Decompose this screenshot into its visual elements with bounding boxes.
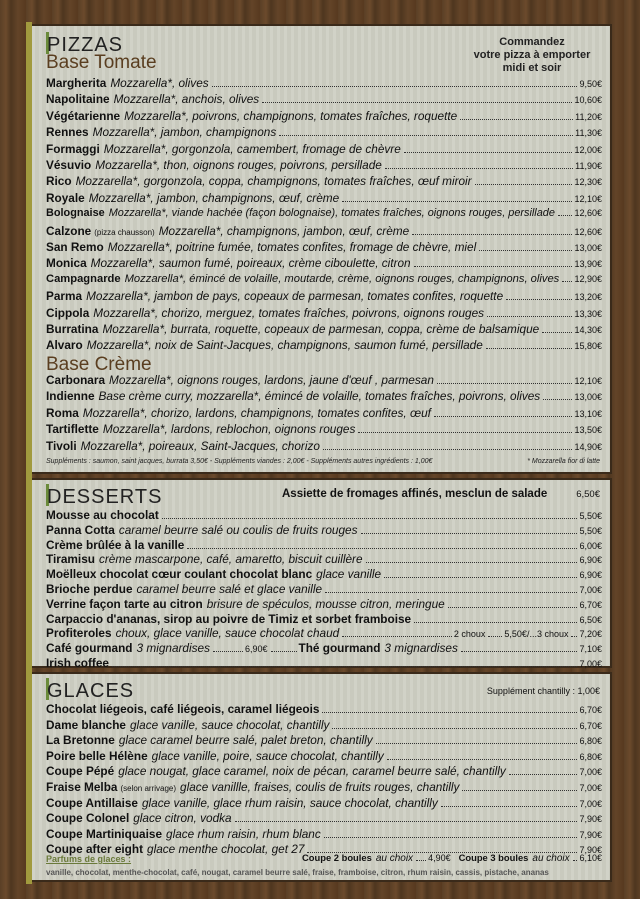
list-item bbox=[46, 811, 602, 827]
list-item bbox=[46, 702, 602, 718]
item-price: 13,30€ bbox=[574, 308, 602, 319]
item-description: glace caramel beurre salé, palet breton, chantilly bbox=[118, 733, 373, 748]
item-name: Formaggi bbox=[46, 141, 100, 156]
list-item bbox=[46, 322, 602, 338]
dot-leader bbox=[385, 168, 573, 169]
scoops-prices: Coupe 2 boules au choix 4,90€ Coupe 3 boules au choix 6,10€ bbox=[302, 852, 602, 864]
pizzas-title: PIZZAS bbox=[47, 34, 124, 56]
list-item bbox=[46, 718, 602, 734]
list-item bbox=[46, 780, 602, 796]
item-price: 14,30€ bbox=[574, 325, 602, 335]
item-name: Crème brûlée à la vanille bbox=[46, 537, 185, 552]
panel-accent-bar bbox=[26, 22, 32, 476]
item-price: 7,90€ bbox=[579, 814, 602, 825]
item-description: Mozzarella*, champignons, jambon, œuf, crème bbox=[158, 223, 410, 238]
desserts-title: DESSERTS bbox=[47, 486, 163, 508]
item-description: glace vanille, sauce chocolat, chantilly bbox=[130, 717, 330, 732]
item-description: Mozzarella*, poireaux, Saint-Jacques, chorizo bbox=[80, 438, 320, 453]
list-item bbox=[46, 109, 602, 125]
list-item bbox=[46, 142, 602, 158]
item-description: glace vanillle, fraises, coulis de fruits rouges, chantilly bbox=[180, 780, 460, 794]
pizzas-panel bbox=[30, 24, 612, 474]
item-price: 6,80€ bbox=[579, 736, 602, 747]
list-item bbox=[46, 306, 602, 322]
dot-leader bbox=[376, 743, 578, 744]
item-price: 6,80€ bbox=[579, 751, 602, 762]
item-description: Mozzarella*, gorgonzola, camembert, fromage de chèvre bbox=[103, 141, 401, 156]
dot-leader bbox=[342, 201, 572, 202]
dot-leader bbox=[162, 518, 578, 519]
item-price: 9,50€ bbox=[579, 79, 602, 89]
item-price: 11,90€ bbox=[575, 161, 602, 171]
dot-leader bbox=[404, 152, 573, 153]
item-price: 7,00€ bbox=[579, 798, 602, 809]
item-price: 7,90€ bbox=[579, 845, 602, 856]
item-name: Napolitaine bbox=[46, 92, 110, 107]
item-description: glace menthe chocolat, get 27 bbox=[147, 842, 305, 857]
dot-leader bbox=[462, 790, 577, 791]
list-item bbox=[46, 289, 602, 305]
item-description: Mozzarella*, olives bbox=[110, 76, 209, 90]
item-name: Indienne bbox=[46, 389, 95, 404]
item-description: glace vanille bbox=[316, 567, 382, 582]
item-name: Dame blanche bbox=[46, 717, 126, 732]
list-item-profiteroles: Profiteroles choux, glace vanille, sauce chocolat chaud 2 choux 5,50€ /...3 choux 7,20€ bbox=[46, 626, 602, 640]
item-name: Coupe Pépé bbox=[46, 764, 115, 779]
list-item bbox=[46, 240, 602, 256]
item-name: Tartiflette bbox=[46, 422, 99, 437]
list-item bbox=[46, 567, 602, 583]
desserts-panel bbox=[30, 478, 612, 668]
dot-leader bbox=[279, 135, 573, 136]
item-price: 7,00€ bbox=[579, 783, 602, 793]
item-description: Mozzarella*, poitrine fumée, tomates confites, fromage de chèvre, miel bbox=[107, 240, 477, 254]
dot-leader bbox=[332, 728, 577, 729]
list-item bbox=[46, 273, 602, 289]
item-name: Burratina bbox=[46, 322, 99, 336]
item-description: Mozzarella*, saumon fumé, poireaux, crème ciboulette, citron bbox=[90, 256, 411, 271]
item-description: Mozzarella*, poivrons, champignons, tomates fraîches, roquette bbox=[124, 108, 458, 123]
dot-leader bbox=[460, 119, 573, 120]
item-description: Mozzarella*, jambon, champignons, œuf, crème bbox=[88, 190, 340, 205]
dot-leader bbox=[448, 607, 578, 608]
list-item bbox=[46, 207, 602, 223]
base-tomate-heading: Base Tomate bbox=[46, 52, 157, 73]
dot-leader bbox=[479, 250, 572, 251]
dot-leader bbox=[361, 533, 578, 534]
dot-leader bbox=[412, 234, 572, 235]
dot-leader bbox=[324, 837, 578, 838]
item-price: 6,90€ bbox=[579, 555, 602, 566]
list-item bbox=[46, 538, 602, 554]
item-price: 13,00€ bbox=[574, 392, 602, 403]
list-item bbox=[46, 552, 602, 568]
item-name: Parma bbox=[46, 289, 83, 304]
item-price: 5,50€ bbox=[579, 525, 602, 536]
dot-leader bbox=[486, 348, 573, 349]
list-item bbox=[46, 389, 602, 405]
dot-leader bbox=[437, 383, 573, 384]
list-item-gourmand: Café gourmand 3 mignardises 6,90€ Thé gourmand 3 mignardises 7,10€ bbox=[46, 641, 602, 655]
item-description: glace citron, vodka bbox=[133, 811, 232, 826]
item-price: 12,60€ bbox=[574, 226, 602, 237]
list-item bbox=[46, 125, 602, 141]
item-description: glace vanille, poire, sauce chocolat, chantilly bbox=[151, 748, 384, 763]
item-description: Mozzarella*, jambon de pays, copeaux de parmesan, tomates confites, roquette bbox=[86, 289, 504, 304]
item-name: Alvaro bbox=[46, 338, 83, 353]
dot-leader bbox=[558, 215, 573, 216]
list-item bbox=[46, 338, 602, 354]
list-item-irish-coffee: Irish coffee 7,00€ bbox=[46, 656, 602, 670]
list-item bbox=[46, 597, 602, 613]
dot-leader bbox=[187, 548, 577, 549]
dot-leader bbox=[323, 449, 573, 450]
item-price: 12,30€ bbox=[574, 177, 602, 188]
item-name: Margherita bbox=[46, 76, 107, 90]
dot-leader bbox=[366, 562, 578, 563]
item-description: Mozzarella*, chorizo, lardons, champignons, tomates confites, œuf bbox=[82, 405, 431, 420]
dot-leader bbox=[434, 416, 573, 417]
dot-leader bbox=[322, 712, 577, 713]
item-description: Base crème curry, mozzarella*, émincé de volaille, tomates fraîches, poivrons, olives bbox=[98, 389, 541, 404]
item-description: Mozzarella*, émincé de volaille, moutarde, crème, oignons rouges, champignons, olives bbox=[124, 272, 560, 285]
item-name: Rennes bbox=[46, 125, 89, 140]
takeaway-promo: Commandez votre pizza à emporter midi et soir bbox=[473, 36, 591, 74]
list-item bbox=[46, 508, 602, 524]
dot-leader bbox=[384, 577, 577, 578]
flavors-list: vanille, chocolat, menthe-chocolat, café, nougat, caramel beurre salé, fraise, framboise, citron, rhum raisin, cassis, pistache, ananas bbox=[46, 868, 549, 877]
list-item bbox=[46, 158, 602, 174]
item-name: Brioche perdue bbox=[46, 582, 133, 596]
item-name: San Remo bbox=[46, 240, 104, 254]
dot-leader bbox=[235, 821, 578, 822]
item-description: brisure de spéculos, mousse citron, meringue bbox=[206, 596, 445, 611]
dot-leader bbox=[358, 432, 572, 433]
item-name: Mousse au chocolat bbox=[46, 508, 159, 522]
item-description: glace rhum raisin, rhum blanc bbox=[166, 826, 321, 841]
item-name: Roma bbox=[46, 405, 79, 420]
item-name: Campagnarde bbox=[46, 272, 121, 285]
item-price: 5,50€ bbox=[579, 511, 602, 521]
item-price: 11,30€ bbox=[575, 128, 602, 139]
item-name: Bolognaise bbox=[46, 207, 105, 220]
item-name: Coupe after eight bbox=[46, 842, 144, 857]
item-price: 7,00€ bbox=[579, 767, 602, 778]
item-price: 6,00€ bbox=[579, 540, 602, 551]
item-price: 6,90€ bbox=[579, 570, 602, 581]
dot-leader bbox=[414, 266, 573, 267]
item-price: 13,00€ bbox=[574, 243, 602, 253]
list-item bbox=[46, 749, 602, 765]
dot-leader bbox=[542, 332, 572, 333]
item-price: 12,90€ bbox=[574, 273, 602, 284]
item-name: Fraise Melba bbox=[46, 780, 118, 794]
item-name: Chocolat liégeois, café liégeois, caramel liégeois bbox=[46, 702, 320, 716]
dot-leader bbox=[441, 806, 578, 807]
list-item bbox=[46, 92, 602, 108]
panel-accent-bar bbox=[26, 670, 32, 884]
item-price: 7,90€ bbox=[579, 829, 602, 840]
item-price: 6,50€ bbox=[579, 614, 602, 625]
item-name: Calzone bbox=[46, 223, 92, 238]
item-name: Coupe Antillaise bbox=[46, 795, 138, 810]
item-description: Mozzarella*, viande hachée (façon bolognaise), tomates fraîches, oignons rouges, persillade bbox=[108, 207, 555, 220]
item-note: (selon arrivage) bbox=[120, 784, 177, 793]
item-price: 12,10€ bbox=[574, 193, 602, 204]
item-description: Mozzarella*, anchois, olives bbox=[113, 92, 260, 107]
item-name: Rico bbox=[46, 174, 72, 189]
item-name: Tiramisu bbox=[46, 552, 95, 567]
item-name: Monica bbox=[46, 256, 87, 271]
item-price: 6,70€ bbox=[579, 599, 602, 610]
item-name: Vésuvio bbox=[46, 158, 92, 172]
panel-accent-bar bbox=[26, 476, 32, 670]
list-item bbox=[46, 796, 602, 812]
item-name: Panna Cotta bbox=[46, 522, 115, 537]
item-description: caramel beurre salé ou coulis de fruits rouges bbox=[118, 522, 358, 537]
item-name: La Bretonne bbox=[46, 733, 115, 748]
item-description: crème mascarpone, café, amaretto, biscuit cuillère bbox=[98, 552, 363, 567]
item-name: Végétarienne bbox=[46, 108, 121, 123]
list-item bbox=[46, 523, 602, 539]
item-price: 6,70€ bbox=[579, 720, 602, 731]
list-item bbox=[46, 373, 602, 389]
cheese-plate-price: 6,50€ bbox=[576, 489, 600, 500]
item-name: Cippola bbox=[46, 305, 90, 320]
item-name: Verrine façon tarte au citron bbox=[46, 596, 203, 611]
list-item bbox=[46, 224, 602, 240]
list-item bbox=[46, 174, 602, 190]
item-name: Poire belle Hélène bbox=[46, 748, 148, 763]
dot-leader bbox=[414, 622, 577, 623]
item-description: Mozzarella*, chorizo, merguez, tomates fraîches, poivrons, oignons rouges bbox=[93, 305, 485, 320]
list-item bbox=[46, 76, 602, 92]
dot-leader bbox=[543, 399, 572, 400]
item-name: Coupe Colonel bbox=[46, 811, 130, 826]
item-name: Carbonara bbox=[46, 373, 106, 387]
dot-leader bbox=[262, 102, 572, 103]
item-description: Mozzarella*, noix de Saint-Jacques, champignons, saumon fumé, persillade bbox=[86, 338, 483, 353]
glaces-panel bbox=[30, 672, 612, 882]
dot-leader bbox=[487, 316, 572, 317]
item-price: 7,00€ bbox=[579, 585, 602, 595]
dot-leader bbox=[387, 759, 578, 760]
list-item bbox=[46, 733, 602, 749]
list-item bbox=[46, 256, 602, 272]
item-price: 6,70€ bbox=[579, 705, 602, 715]
item-price: 10,60€ bbox=[574, 95, 602, 106]
cheese-plate: Assiette de fromages affinés, mesclun de salade bbox=[282, 488, 548, 500]
item-note: (pizza chausson) bbox=[94, 227, 155, 237]
base-creme-heading: Base Crème bbox=[46, 354, 152, 375]
item-price: 14,90€ bbox=[574, 441, 602, 452]
item-name: Tivoli bbox=[46, 438, 77, 453]
dot-leader bbox=[509, 774, 578, 775]
dot-leader bbox=[325, 592, 577, 593]
item-price: 13,90€ bbox=[574, 259, 602, 270]
item-name: Coupe Martiniquaise bbox=[46, 826, 163, 841]
item-price: 12,60€ bbox=[574, 208, 602, 219]
dot-leader bbox=[475, 184, 573, 185]
item-name: Carpaccio d'ananas, sirop au poivre de Timiz et sorbet framboise bbox=[46, 611, 412, 626]
item-description: Mozzarella*, oignons rouges, lardons, jaune d'œuf , parmesan bbox=[109, 373, 434, 387]
item-name: Moëlleux chocolat cœur coulant chocolat blanc bbox=[46, 567, 313, 582]
list-item bbox=[46, 406, 602, 422]
list-item bbox=[46, 191, 602, 207]
item-price: 11,20€ bbox=[575, 111, 602, 122]
item-description: Mozzarella*, burrata, roquette, copeaux de parmesan, coppa, crème de balsamique bbox=[102, 322, 540, 336]
dot-leader bbox=[506, 299, 572, 300]
dot-leader bbox=[212, 86, 578, 87]
list-item bbox=[46, 827, 602, 843]
list-item bbox=[46, 764, 602, 780]
item-description: caramel beurre salé et glace vanille bbox=[136, 582, 323, 596]
glaces-title: GLACES bbox=[47, 680, 135, 702]
item-description: glace nougat, glace caramel, noix de pécan, caramel beurre salé, chantilly bbox=[118, 764, 506, 779]
list-item bbox=[46, 422, 602, 438]
flavors-heading: Parfums de glaces : bbox=[46, 854, 132, 864]
item-price: 13,50€ bbox=[574, 425, 602, 436]
dot-leader bbox=[562, 281, 572, 282]
item-price: 12,00€ bbox=[574, 144, 602, 155]
supplements-note: Suppléments : saumon, saint jacques, burrata 3,50€ - Suppléments viandes : 2,00€ - Suppléments autres ingrédients : 1,00€ bbox=[46, 458, 433, 465]
item-description: Mozzarella*, gorgonzola, coppa, champignons, tomates fraîches, œuf miroir bbox=[75, 174, 472, 189]
item-price: 15,80€ bbox=[574, 341, 602, 352]
item-description: glace vanille, glace rhum raisin, sauce chocolat, chantilly bbox=[142, 795, 438, 810]
item-price: 12,10€ bbox=[574, 376, 602, 386]
item-description: Mozzarella*, lardons, reblochon, oignons rouges bbox=[102, 422, 356, 437]
chantilly-supplement: Supplément chantilly : 1,00€ bbox=[486, 686, 600, 696]
item-description: Mozzarella*, jambon, champignons bbox=[92, 125, 277, 140]
list-item bbox=[46, 439, 602, 455]
mozzarella-note: * Mozzarella fior di latte bbox=[527, 458, 600, 465]
item-description: Mozzarella*, thon, oignons rouges, poivrons, persillade bbox=[95, 158, 382, 172]
item-price: 13,10€ bbox=[574, 408, 602, 419]
item-name: Royale bbox=[46, 190, 85, 205]
list-item bbox=[46, 582, 602, 598]
item-price: 13,20€ bbox=[574, 292, 602, 303]
